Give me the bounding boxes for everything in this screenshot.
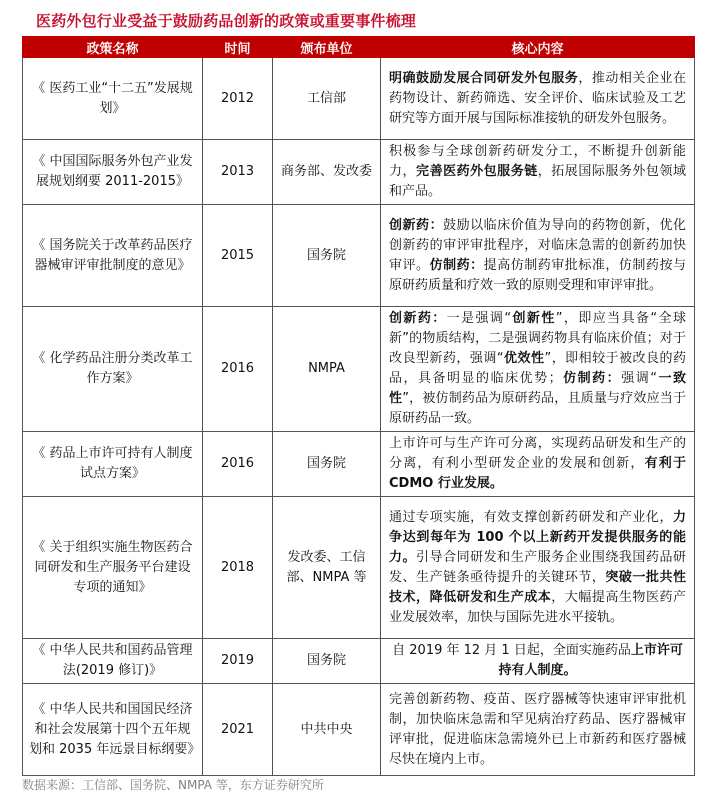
content-emphasis: 创新性	[511, 311, 556, 326]
cell-issuer: 中共中央	[273, 684, 381, 776]
cell-policy-name: 《 化学药品注册分类改革工作方案》	[23, 307, 203, 432]
content-emphasis: 有利于 CDMO 行业发展。	[389, 456, 686, 491]
cell-year: 2015	[203, 205, 273, 307]
content-emphasis: 创新药：	[389, 217, 444, 233]
content-emphasis: 仿制药：	[429, 257, 484, 273]
table-row	[23, 307, 695, 432]
header-core-content: 核心内容	[381, 37, 695, 58]
content-text: 一是强调“	[446, 311, 512, 326]
cell-policy-name: 《 药品上市许可持有人制度试点方案》	[23, 432, 203, 497]
table-row	[23, 639, 695, 684]
content-text: 引导合同研发和生产服务企业围绕我国药品研发、生产链条亟待提升的关键环节，	[389, 549, 686, 585]
content-emphasis: 创新药：	[389, 311, 447, 326]
cell-year: 2012	[203, 58, 273, 140]
content-emphasis: 突破一批共性技术，降低研发和生产成本	[389, 569, 686, 605]
cell-year: 2018	[203, 497, 273, 639]
cell-policy-name: 《 中国国际服务外包产业发展规划纲要 2011-2015》	[23, 140, 203, 205]
content-text: 鼓励以临床价值为导向的药物创新，优化创新药的审评审批程序，对临床急需的创新药加快审评。	[389, 217, 686, 273]
cell-policy-name: 《 中华人民共和国国民经济和社会发展第十四个五年规划和 2035 年远景目标纲要》	[23, 684, 203, 776]
cell-core-content	[381, 58, 695, 140]
cell-policy-name: 《 关于组织实施生物医药合同研发和生产服务平台建设专项的通知》	[23, 497, 203, 639]
content-text: 提高仿制药审批标准，仿制药按与原研药质量和疗效一致的原则受理和审评审批。	[389, 257, 686, 293]
table-row	[23, 432, 695, 497]
content-emphasis: 一致性	[389, 371, 686, 406]
cell-core-content	[381, 205, 695, 307]
cell-year: 2013	[203, 140, 273, 205]
header-year: 时间	[203, 37, 273, 58]
cell-year: 2021	[203, 684, 273, 776]
cell-core-content	[381, 432, 695, 497]
content-text: ，拓展国际服务外包领域和产品。	[389, 164, 686, 199]
table-body	[23, 58, 695, 776]
content-text: 积极参与全球创新药研发分工，不断提升创新能力，	[389, 144, 686, 179]
cell-issuer: 工信部	[273, 58, 381, 140]
cell-year: 2016	[203, 307, 273, 432]
content-text: ”，被仿制药品为原研药品，且质量与疗效应当于原研药品一致。	[389, 391, 686, 426]
cell-core-content	[381, 307, 695, 432]
header-issuer: 颁布单位	[273, 37, 381, 58]
header-policy-name: 政策名称	[23, 37, 203, 58]
content-text: 自 2019 年 12 月 1 日起，全面实施药品	[392, 643, 631, 658]
content-emphasis: 上市许可持有人制度。	[498, 643, 683, 678]
page-title: 医药外包行业受益于鼓励药品创新的政策或重要事件梳理	[36, 12, 417, 30]
table-row	[23, 205, 695, 307]
content-text: 通过专项实施，有效支撑创新药研发和产业化，	[389, 509, 673, 525]
content-text: ，大幅提高生物医药产业发展效率，加快与国际先进水平接轨。	[389, 589, 686, 625]
content-text: ，推动相关企业在药物设计、新药筛选、安全评价、临床试验及工艺研究等方面开展与国际标准接轨的研发外包服务。	[389, 70, 686, 126]
content-emphasis: 完善医药外包服务链	[416, 164, 538, 179]
content-text: ”，即相较于被改良的药品，具备明显的临床优势；	[389, 351, 686, 386]
cell-year: 2019	[203, 639, 273, 684]
table-row	[23, 684, 695, 776]
content-emphasis: 仿制药：	[561, 371, 622, 386]
cell-issuer: 国务院	[273, 205, 381, 307]
table-row	[23, 497, 695, 639]
cell-core-content	[381, 684, 695, 776]
cell-policy-name: 《 医药工业“十二五”发展规划》	[23, 58, 203, 140]
cell-core-content	[381, 497, 695, 639]
content-emphasis: 优效性	[503, 351, 545, 366]
table-row	[23, 140, 695, 205]
cell-policy-name: 《 国务院关于改革药品医疗器械审评审批制度的意见》	[23, 205, 203, 307]
content-text: 上市许可与生产许可分离，实现药品研发和生产的分离，有利小型研发企业的发展和创新，	[389, 436, 686, 471]
cell-issuer: 国务院	[273, 639, 381, 684]
cell-policy-name: 《 中华人民共和国药品管理法(2019 修订)》	[23, 639, 203, 684]
content-text: 完善创新药物、疫苗、医疗器械等快速审评审批机制，加快临床急需和罕见病治疗药品、医疗器械审评审批，促进临床急需境外已上市新药和医疗器械尽快在境内上市。	[389, 691, 686, 767]
table-row	[23, 58, 695, 140]
cell-issuer: 国务院	[273, 432, 381, 497]
cell-core-content	[381, 140, 695, 205]
cell-core-content	[381, 639, 695, 684]
cell-issuer: 发改委、工信部、NMPA 等	[273, 497, 381, 639]
cell-issuer: 商务部、发改委	[273, 140, 381, 205]
policy-table	[22, 36, 695, 776]
content-emphasis: 力争达到每年为 100 个以上新药开发提供服务的能力。	[389, 509, 686, 565]
data-source-note: 数据来源：工信部、国务院、NMPA 等，东方证券研究所	[22, 778, 324, 792]
cell-year: 2016	[203, 432, 273, 497]
cell-issuer: NMPA	[273, 307, 381, 432]
content-text: ”，即应当具备“全球新”的物质结构，二是强调药物具有临床价值；对于改良型新药，强调“	[389, 311, 686, 366]
content-emphasis: 明确鼓励发展合同研发外包服务	[389, 70, 579, 86]
content-text: 强调“	[621, 371, 657, 386]
table-header-row	[23, 37, 695, 58]
